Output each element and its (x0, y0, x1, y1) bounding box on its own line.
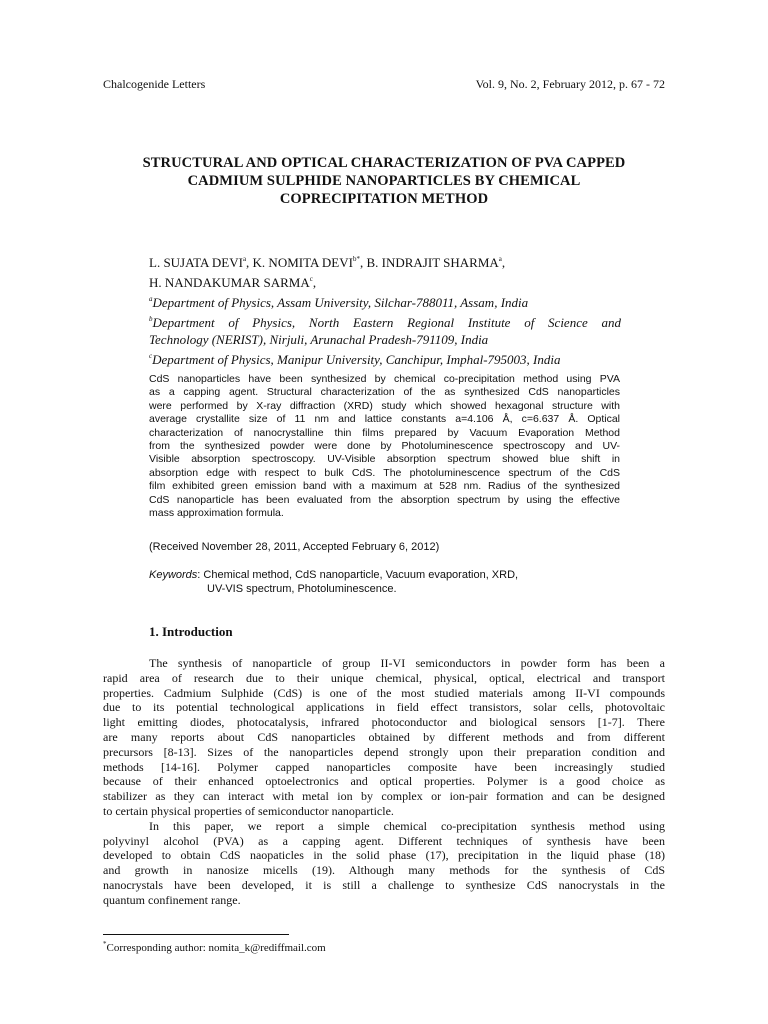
affiliation-text: Department of Physics, Manipur University, Canchipur, Imphal-795003, India (152, 352, 561, 367)
footnote-rule (103, 934, 289, 935)
affiliation-b-cont (149, 331, 621, 348)
author-name: K. NOMITA DEVI (252, 255, 353, 270)
author-line (149, 271, 621, 291)
journal-citation: Vol. 9, No. 2, February 2012, p. 67 - 72 (475, 77, 665, 91)
footnote-text: Corresponding author: nomita_k@rediffmail.com (106, 942, 326, 954)
title-line: STRUCTURAL AND OPTICAL CHARACTERIZATION OF PVA CAPPED (142, 155, 626, 171)
abstract-line: CdS nanoparticle has been evaluated from the absorption spectrum by using the effective (149, 493, 620, 506)
author-affil-mark: a (498, 255, 502, 263)
affiliation-mark: c (149, 352, 153, 360)
keywords-line (149, 568, 629, 582)
keywords-label: Keywords (149, 569, 198, 581)
separator: , (359, 255, 367, 270)
body-line: nanocrystals have been developed, it is still a challenge to synthesize CdS nanocrystals in the (103, 877, 665, 892)
body-line: are many reports about CdS nanoparticles obtained by different methods and from different (103, 729, 665, 744)
body-line: rapid area of research due to their unique chemical, physical, optical, electrical and transport (103, 670, 665, 685)
abstract-line: as a capping agent. Structural characterization of the as synthesized CdS nanoparticles (149, 386, 620, 399)
body-text (103, 656, 665, 908)
author-affil-mark: a (242, 255, 247, 263)
running-header (103, 77, 665, 95)
affiliation-mark: a (149, 295, 153, 303)
body-line: methods [14-16]. Polymer capped nanoparticles composite have been increasingly studied (103, 759, 665, 774)
affiliation-text: Department of Physics, Assam University, Silchar-788011, Assam, India (152, 295, 529, 310)
body-line: due to its potential technological applications in field effect transistors, solar cells, photovoltaic (103, 700, 665, 715)
author-block (149, 251, 621, 368)
body-line: properties. Cadmium Sulphide (CdS) is one of the most studied materials among II-VI compounds (103, 685, 665, 700)
author-name: L. SUJATA DEVI (149, 255, 243, 270)
abstract-line: CdS nanoparticles have been synthesized by chemical co-precipitation method using PVA (149, 373, 620, 385)
body-line: In this paper, we report a simple chemical co-precipitation synthesis method using (149, 818, 665, 833)
body-line: quantum confinement range. (103, 892, 241, 907)
author-name: H. NANDAKUMAR SARMA (149, 275, 310, 290)
abstract-line: absorption edge with respect to bulk CdS. The photoluminescence spectrum of the CdS (149, 466, 620, 479)
abstract (149, 373, 620, 520)
footnote-mark: * (103, 940, 107, 948)
section-heading: 1. Introduction (149, 624, 233, 639)
title-line: CADMIUM SULPHIDE NANOPARTICLES BY CHEMICAL (187, 173, 581, 189)
abstract-line: from the synthesized powder were done by Photoluminescence spectroscopy and UV- (149, 440, 620, 453)
body-line: precursors [8-13]. Sizes of the nanoparticles depend strongly upon their preparation condition and (103, 744, 665, 759)
body-line: polyvinyl alcohol (PVA) as a capping agent. Different techniques of synthesis have been (103, 833, 665, 848)
affiliation-mark: b (149, 315, 153, 323)
keywords-text: : Chemical method, CdS nanoparticle, Vacuum evaporation, XRD, (197, 569, 519, 581)
body-line: stabilizer as they can interact with metal ion by complex or ion-pair formation and can be designed (103, 789, 665, 804)
body-line: and growth in nanosize micells (19). Although many methods for the synthesis of CdS (103, 863, 665, 878)
author-name: B. INDRAJIT SHARMA (366, 255, 499, 270)
body-line: light emitting diodes, photocatalysis, infrared photoconductor and biological sensors [1-7]. There (103, 715, 665, 730)
author-affil-mark: c (309, 275, 313, 283)
author-line (149, 251, 621, 271)
abstract-line: were performed by X-ray diffraction (XRD) study which showed hexagonal structure with (149, 399, 620, 412)
paper-title (100, 154, 668, 208)
abstract-line: film exhibited green emission band with a maximum at 528 nm. Radius of the synthesized (149, 480, 620, 493)
keywords (149, 568, 629, 596)
separator: , (246, 255, 253, 270)
title-line: COPRECIPITATION METHOD (279, 191, 489, 207)
body-line: because of their enhanced optoelectronics and optical properties. Polymer is a good choice as (103, 774, 665, 789)
body-line: to certain physical properties of semiconductor nanoparticle. (103, 803, 394, 818)
separator: , (501, 255, 506, 270)
abstract-line: mass approximation formula. (149, 507, 284, 520)
abstract-line: average crystallite size of 11 nm and lattice constants a=4.106 Å, c=6.637 Å. Optical (149, 413, 620, 426)
body-line: developed to obtain CdS naopaticles in the solid phase (17), precipitation in the liquid phase (18) (103, 848, 665, 863)
abstract-line: Visible absorption spectroscopy. UV-Visible absorption spectrum showed blue shift in (149, 453, 620, 466)
body-line: The synthesis of nanoparticle of group II-VI semiconductors in powder form has been a (149, 656, 665, 670)
author-affil-mark: b* (352, 255, 360, 263)
footnote (103, 940, 326, 954)
keywords-text-cont: UV-VIS spectrum, Photoluminescence. (207, 583, 397, 595)
journal-name: Chalcogenide Letters (103, 77, 206, 91)
affiliation-text: Department of Physics, North Eastern Regional Institute of Science and (152, 315, 621, 330)
separator: , (312, 275, 317, 290)
affiliation-b (149, 311, 621, 331)
received-dates: (Received November 28, 2011, Accepted February 6, 2012) (149, 541, 440, 553)
affiliation-a (149, 291, 621, 311)
affiliation-text: Technology (NERIST), Nirjuli, Arunachal Pradesh-791109, India (149, 332, 489, 347)
affiliation-c (149, 348, 621, 368)
abstract-line: characterization of nanocrystalline thin films prepared by Vacuum Evaporation Method (149, 426, 620, 439)
